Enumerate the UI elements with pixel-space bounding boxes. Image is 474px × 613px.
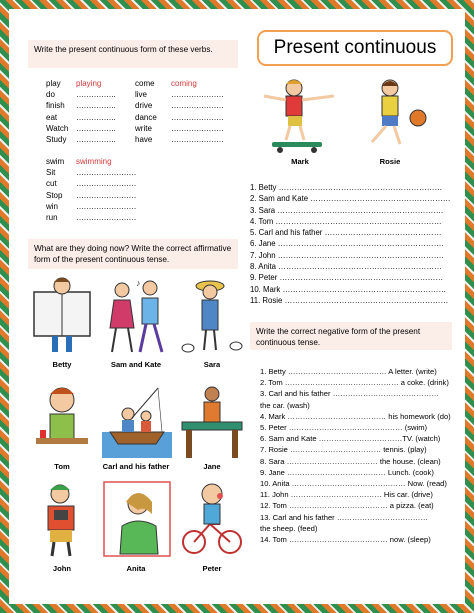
verb-row: Watch ……………. [46,123,116,133]
list-item: 6. Jane ………………………………………………………. [250,239,444,249]
verb-row: play playing [46,79,102,88]
verb-row: eat ……………. [46,112,116,122]
negative-instruction: Write the correct negative form of the present continuous tense. [256,327,421,347]
verb-row: write ………………… [135,123,224,133]
verb-row: cut …………………… [46,179,136,189]
list-item: the sheep. (feed) [260,523,318,533]
list-item: 3. Carl and his father …………………………………… [260,389,439,399]
label-betty: Betty [52,360,72,369]
list-item: 3. Sara ………………………………………………………. [250,205,444,215]
list-item: 4. Mark ………………………………… his homework (do) [260,411,451,421]
list-item: 6. Sam and Kate ……………………………TV. (watch) [260,434,441,444]
label-anita: Anita [126,564,146,573]
list-item: 8. Sara ……………………………… the house. (clean) [260,456,441,466]
list-item: 13. Carl and his father ……………………………… [260,512,428,522]
label-mark: Mark [291,157,309,166]
verb-row: Study ……………. [46,135,116,145]
verb-row: have ………………… [135,135,224,145]
page-title: Present continuous [257,30,453,66]
verb-row: drive ………………… [135,101,224,111]
svg-text:♪: ♪ [136,278,141,288]
verb-row: do ……………. [46,90,116,100]
negative-instruction-box [250,322,452,350]
affirmative-instruction-box [28,239,238,269]
label-john: John [52,564,72,573]
list-item: 2. Tom ……………………………………… a coke. (drink) [260,378,449,388]
verb-column-1 [46,78,115,145]
affirmative-instruction: What are they doing now? Write the correct affirmative form of the present continuous tense. [34,244,232,264]
affirmative-answer-list [250,182,451,306]
list-item: 1. Betty ……………………………………………………… [250,183,443,192]
list-item: 11. John ……………………………… His car. (drive) [260,490,433,500]
list-item: 2. Sam and Kate ……………………………………………… [250,194,451,204]
verb-row: finish ……………. [46,101,116,111]
list-item: 12. Tom ………………………………… a pizza. (eat) [260,501,434,511]
verb-row: run …………………… [46,213,136,223]
list-item: 8. Anita ……………………………………………………… [250,262,442,272]
verb-column-3 [46,156,136,223]
betty-reading-illustration [30,276,94,356]
jane-cooking-illustration [180,382,244,462]
label-rosie: Rosie [379,157,401,166]
label-tom: Tom [54,462,70,471]
worksheet-page [14,14,460,599]
verb-row: win …………………… [46,201,136,211]
verb-row: dance ………………… [135,112,224,122]
label-peter: Peter [202,564,222,573]
list-item: 7. Rosie ……………………………… tennis. (play) [260,445,427,455]
verb-row: swim swimming [46,157,112,166]
list-item: 11. Rosie ……………………………………………………… [250,295,449,305]
verb-row: Stop …………………… [46,190,136,200]
list-item: 10. Mark ……………………………………………………… [250,284,447,294]
list-item: 5. Carl and his father ……………………………………… [250,228,442,238]
label-jane: Jane [203,462,221,471]
verb-row: Sit …………………… [46,168,136,178]
list-item: 14. Tom ………………………………… now. (sleep) [260,535,431,545]
list-item: 9. Peter ……………………………………………………… [250,273,444,283]
list-item: 9. Jane ………………………………… Lunch. (cook) [260,467,434,477]
list-item: the car. (wash) [260,400,310,410]
verb-column-2 [135,78,224,145]
verb-row: come coming [135,79,197,88]
anita-listening-music-illustration [102,480,172,560]
john-taking-photo-illustration [30,480,94,560]
verb-row: live ………………… [135,90,224,100]
mark-skateboarding-illustration [260,74,340,154]
sara-feeding-chickens-illustration [180,276,244,356]
verbs-instruction: Write the present continuous form of these verbs. [34,45,213,54]
peter-riding-bike-illustration [180,480,244,560]
label-sara: Sara [203,360,221,369]
verbs-instruction-box [28,40,238,68]
label-carl-and-his-father: Carl and his father [102,462,170,471]
list-item: 1. Betty ………………………………… A letter. (write) [260,367,437,376]
tom-eating-illustration [30,382,94,462]
list-item: 4. Tom ………………………………………………………. [250,216,442,226]
label-sam-and-kate: Sam and Kate [110,360,162,369]
negative-exercise-list [260,366,451,545]
list-item: 7. John ………………………………………………………. [250,250,444,260]
rosie-playing-basketball-illustration [350,74,430,154]
carl-and-father-fishing-illustration [102,382,172,462]
sam-and-kate-dancing-illustration [100,276,172,356]
list-item: 10. Anita ……………………………………… Now. (read) [260,479,447,489]
list-item: 5. Peter ……………………………………… (swim) [260,423,428,433]
